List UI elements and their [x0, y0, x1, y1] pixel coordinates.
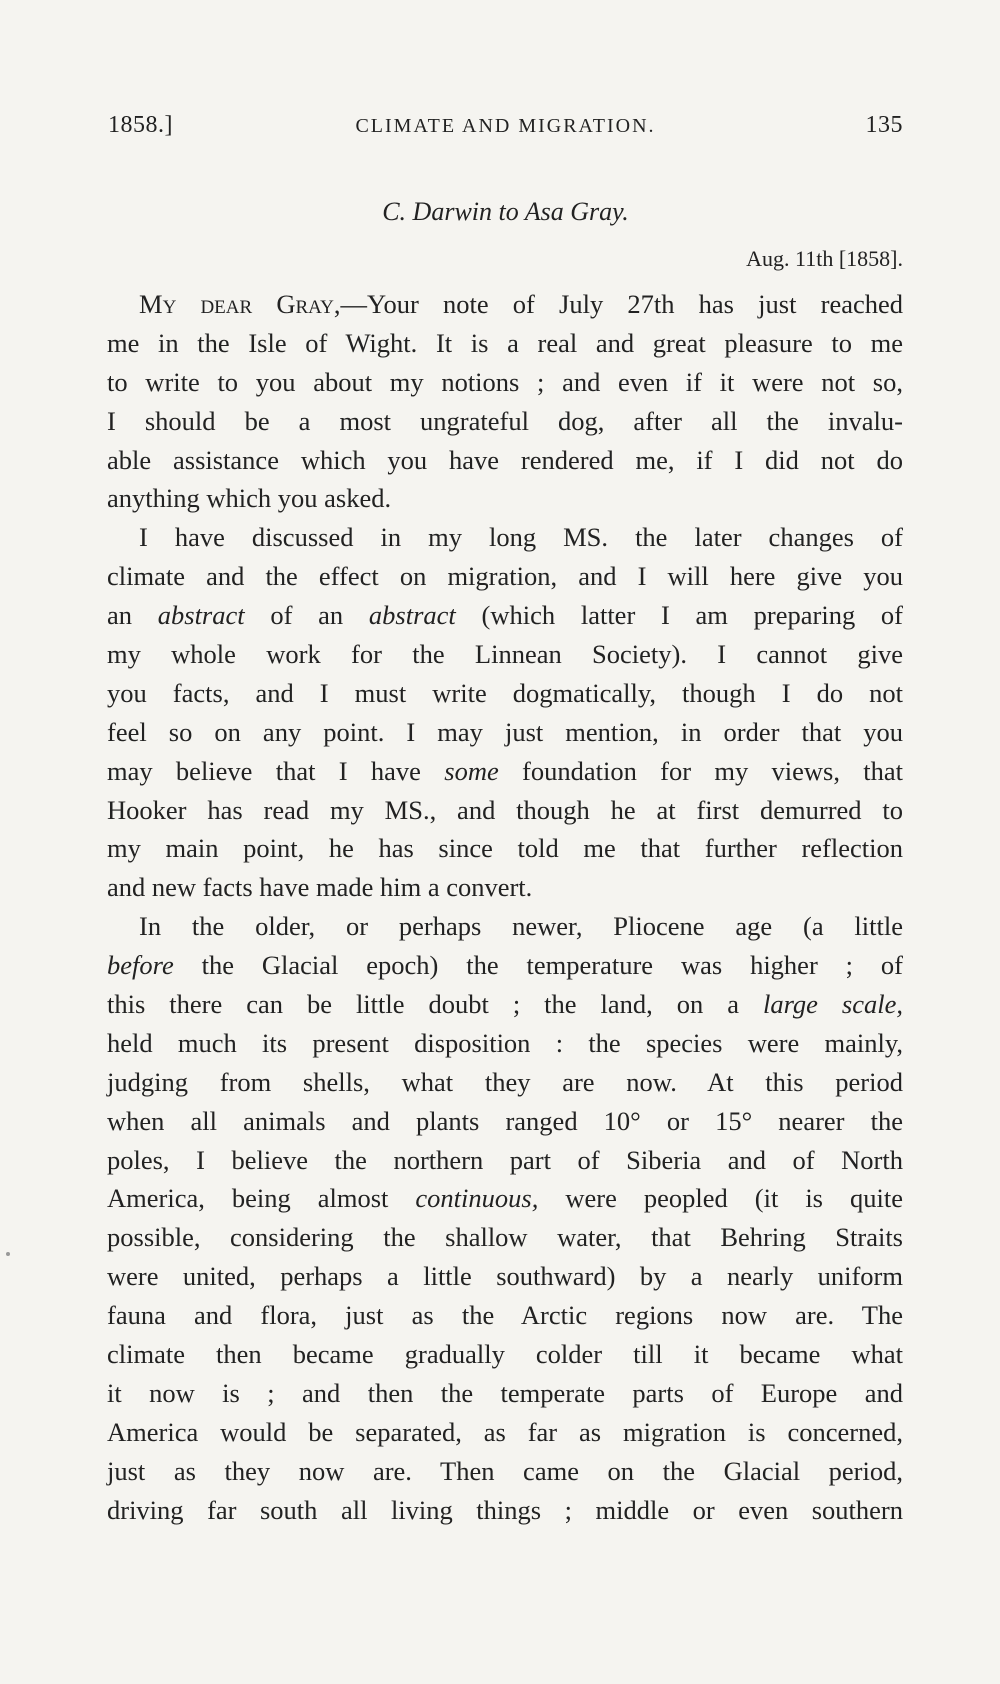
body-line-15: my main point, he has since told me that further reflection: [107, 833, 903, 864]
body-line-4: I should be a most ungrateful dog, after all the invalu-: [107, 405, 903, 436]
body-line-18-post: the Glacial epoch) the temperature was higher ; of: [173, 950, 903, 981]
body-line-1: [107, 285, 903, 324]
emphasis-some: some: [444, 755, 499, 786]
running-head-title: CLIMATE AND MIGRATION.: [355, 115, 656, 137]
body-line-27: fauna and flora, just as the Arctic regions now are. The: [107, 1300, 903, 1331]
body-line-26: were united, perhaps a little southward) by a nearly uniform: [107, 1261, 903, 1292]
body-line-31: just as they now are. Then came on the Glacial period,: [107, 1455, 903, 1486]
body-line-24-post: were peopled (it is quite: [538, 1183, 903, 1214]
body-line-18: [107, 946, 903, 985]
letter-body: [107, 285, 903, 1530]
body-line-13: [107, 752, 903, 791]
running-head-year: 1858.]: [108, 112, 173, 138]
body-line-10: my whole work for the Linnean Society). I cannot give: [107, 639, 903, 670]
body-line-6: anything which you asked.: [107, 483, 392, 514]
body-line-24-pre: America, being almost: [107, 1183, 416, 1214]
emphasis-before: before: [107, 950, 174, 981]
body-line-23: poles, I believe the northern part of Siberia and of North: [107, 1144, 903, 1175]
body-line-19: [107, 985, 903, 1024]
body-line-22: when all animals and plants ranged 10° or 15° nearer the: [107, 1105, 903, 1136]
body-line-13-post: foundation for my views, that: [498, 755, 903, 786]
body-line-9-mid: of an: [244, 600, 369, 631]
running-head: [108, 112, 903, 146]
body-line-20: held much its present disposition : the species were mainly,: [107, 1027, 903, 1058]
emphasis-abstract-2: abstract: [368, 600, 456, 631]
body-line-12: feel so on any point. I may just mention, in order that you: [107, 716, 903, 747]
body-line-2: me in the Isle of Wight. It is a real and great pleasure to me: [107, 327, 903, 358]
body-line-28: climate then became gradually colder till it became what: [107, 1339, 903, 1370]
body-line-17: In the older, or perhaps newer, Pliocene age (a little: [139, 911, 903, 942]
body-line-21: judging from shells, what they are now. At this period: [107, 1066, 903, 1097]
salutation: My dear Gray,: [139, 289, 341, 319]
emphasis-continuous: continuous,: [415, 1183, 539, 1214]
letter-heading: C. Darwin to Asa Gray.: [382, 197, 629, 226]
body-line-30: America would be separated, as far as migration is concerned,: [107, 1416, 903, 1447]
body-line-3: to write to you about my notions ; and even if it were not so,: [107, 366, 903, 397]
letter-dateline: Aug. 11th [1858].: [746, 246, 903, 271]
emphasis-abstract-1: abstract: [157, 600, 245, 631]
body-line-29: it now is ; and then the temperate parts of Europe and: [107, 1377, 903, 1408]
body-line-16: and new facts have made him a convert.: [107, 872, 533, 903]
body-line-25: possible, considering the shallow water, that Behring Straits: [107, 1222, 903, 1253]
body-line-32: driving far south all living things ; middle or even southern: [107, 1494, 903, 1525]
paper-speck: [6, 1252, 10, 1256]
body-line-9-post: (which latter I am preparing of: [455, 600, 903, 631]
body-line-7: I have discussed in my long MS. the later changes of: [139, 522, 903, 553]
body-line-8: climate and the effect on migration, and I will here give you: [107, 561, 903, 592]
body-line-9-pre: an: [107, 600, 158, 631]
body-line-24: [107, 1179, 903, 1218]
body-line-9: [107, 596, 903, 635]
body-line-13-pre: may believe that I have: [107, 755, 445, 786]
page-number: 135: [865, 112, 903, 138]
body-line-11: you facts, and I must write dogmatically, though I do not: [107, 677, 903, 708]
body-line-1-text: —Your note of July 27th has just reached: [340, 289, 903, 319]
emphasis-large-scale: large scale,: [762, 989, 903, 1020]
body-line-19-text: this there can be little doubt ; the land, on a: [107, 989, 739, 1020]
body-line-14: Hooker has read my MS., and though he at first demurred to: [107, 794, 903, 825]
body-line-5: able assistance which you have rendered me, if I did not do: [107, 444, 903, 475]
